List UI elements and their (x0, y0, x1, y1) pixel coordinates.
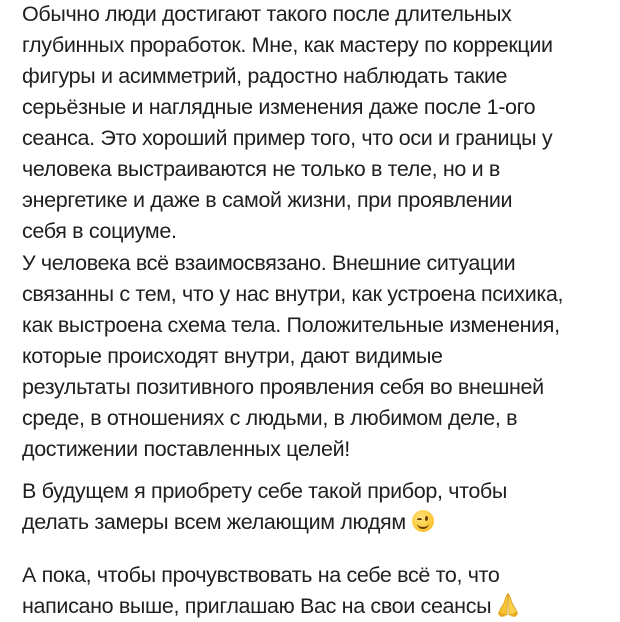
text-line: результаты позитивного проявления себя во внешней (22, 375, 544, 399)
folded-hands-icon (497, 593, 519, 617)
text-line: серьёзные и наглядные изменения даже после 1-ого (22, 95, 536, 119)
paragraph-2 (22, 248, 563, 465)
text-line: достижении поставленных целей! (22, 437, 350, 461)
text-line: которые происходят внутри, дают видимые (22, 344, 443, 368)
paragraph-1 (22, 0, 553, 247)
text-line: как выстроена схема тела. Положительные изменения, (22, 313, 560, 337)
winking-face-icon (412, 510, 434, 532)
text-line: В будущем я приобрету себе такой прибор, чтобы (22, 479, 507, 503)
text-line: среде, в отношениях с людьми, в любимом деле, в (22, 406, 518, 430)
text-line: делать замеры всем желающим людям (22, 510, 406, 534)
text-line: человека выстраиваются не только в теле, но и в (22, 157, 500, 181)
text-line: фигуры и асимметрий, радостно наблюдать такие (22, 64, 508, 88)
text-line-with-emoji (22, 591, 519, 622)
text-line: написано выше, приглашаю Вас на свои сеансы (22, 594, 492, 618)
text-line: связанны с тем, что у нас внутри, как устроена психика, (22, 282, 564, 306)
text-line: Обычно люди достигают такого после длительных (22, 2, 512, 26)
text-line: сеанса. Это хороший пример того, что оси и границы у (22, 126, 553, 150)
paragraph-3 (22, 476, 507, 538)
text-line: А пока, чтобы прочувствовать на себе всё то, что (22, 563, 500, 587)
paragraph-4 (22, 560, 519, 622)
text-line: себя в социуме. (22, 219, 177, 243)
text-line-with-emoji (22, 507, 507, 538)
text-line: энергетике и даже в самой жизни, при проявлении (22, 188, 513, 212)
text-line: глубинных проработок. Мне, как мастеру по коррекции (22, 33, 553, 57)
text-line: У человека всё взаимосвязано. Внешние ситуации (22, 251, 516, 275)
